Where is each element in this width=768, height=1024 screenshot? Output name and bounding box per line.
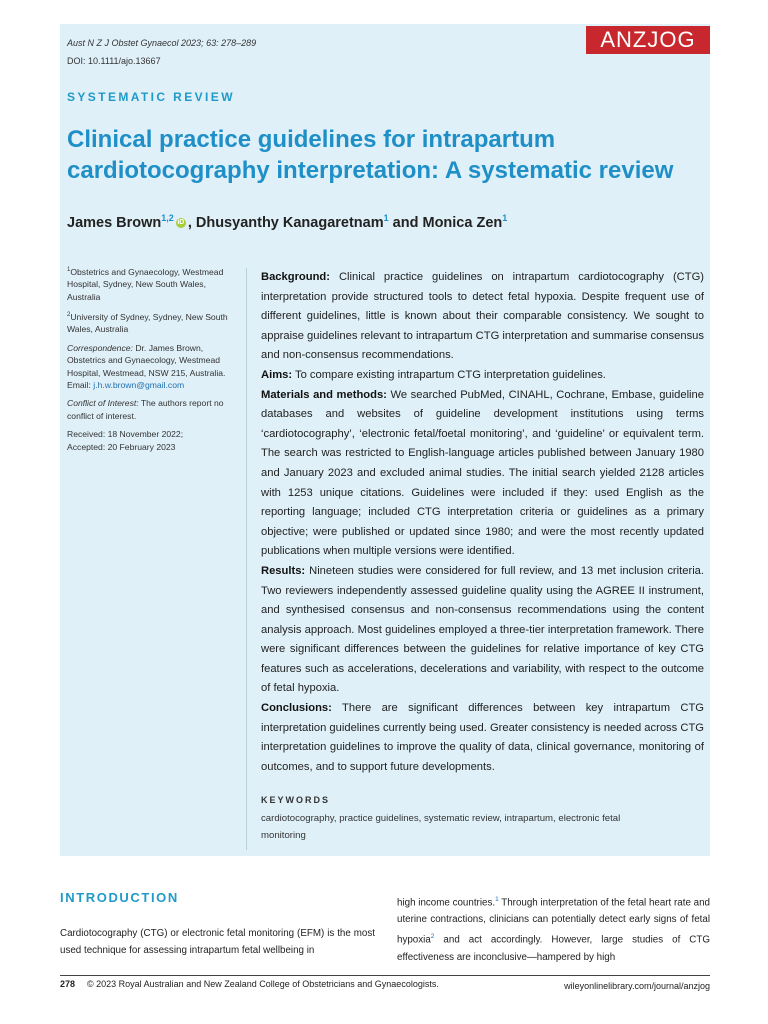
introduction-right-column: high income countries.$^1$ Through interpretation of the fetal heart rate and uterine contractions, clinicians can potentially detect early signs of fetal hypoxia$^2$ and act accordingly. However, large studies of CTG effectiveness are inconclusive—hampered by high — [397, 896, 710, 963]
citation-link[interactable]: 1 — [495, 896, 499, 903]
author-affiliation-mark: 1 — [502, 213, 508, 223]
doi: DOI: 10.1111/ajo.13667 — [67, 56, 161, 66]
abstract-conclusions: Conclusions: There are significant differences between key intrapartum CTG interpretation guidelines currently being used. Greater consistency is needed across CTG interpretation guidelines to improve the quality of data, clinical governance, monitoring of outcomes, and to support future developments. — [261, 702, 705, 773]
author-affiliation-mark: 1 — [383, 213, 389, 223]
keywords-heading: KEYWORDS — [261, 795, 331, 805]
copyright: © 2023 Royal Australian and New Zealand College of Obstetricians and Gynaecologists. — [87, 979, 439, 989]
author-list: James Brown$^{1,2}$ iD , Dhusyanthy Kanagaretnam$^1$ and Monica Zen$^1$ — [67, 213, 508, 231]
author-name: James Brown — [67, 214, 162, 231]
page-number: 278 — [60, 979, 76, 989]
journal-citation: Aust N Z J Obstet Gynaecol 2023; 63: 278–289 — [67, 38, 257, 48]
section-tag: SYSTEMATIC REVIEW — [67, 90, 235, 104]
introduction-heading: INTRODUCTION — [60, 890, 179, 905]
keywords-text: cardiotocography, practice guidelines, systematic review, intrapartum, electronic fetal monitoring — [261, 813, 621, 841]
author-name: Monica Zen — [422, 214, 503, 231]
orcid-icon[interactable]: iD — [177, 219, 185, 226]
introduction-left-column: Cardiotocography (CTG) or electronic fetal monitoring (EFM) is the most used technique for assessing intrapartum fetal wellbeing in — [60, 928, 375, 956]
conflict-of-interest: Conflict of Interest: The authors report no conflict of interest. — [67, 398, 224, 421]
correspondence: Correspondence: Dr. James Brown, Obstetrics and Gynaecology, Westmead Hospital, Westmead, NSW 215, Australia. Email: j.h.w.brown@gmail.com — [67, 342, 226, 390]
citation-link[interactable]: 2 — [430, 933, 435, 941]
email-link[interactable]: j.h.w.brown@gmail.com — [93, 379, 185, 390]
footer-rule — [60, 975, 710, 976]
abstract-results: Results: Nineteen studies were considered for full review, and 13 met inclusion criteria. Two reviewers independently assessed guideline quality using the AGREE II instrument, and synthesised consensus and non-consensus recommendations using the content analysis approach. Most guidelines employed a three-tier interpretation framework. There were significant differences between the guidelines for relative importance of key CTG features such as accelerations, decelerations and variability, with respect to the outcome of fetal hypoxia. — [261, 564, 705, 695]
author-name: Dhusyanthy Kanagaretnam — [195, 214, 384, 231]
affiliation-2: $^2$University of Sydney, Sydney, New South Wales, Australia — [67, 311, 228, 335]
dates: Received: 18 November 2022; Accepted: 20 February 2023 — [67, 429, 184, 452]
journal-url[interactable]: wileyonlinelibrary.com/journal/anzjog — [564, 981, 710, 991]
column-divider — [246, 268, 247, 850]
abstract-aims: Aims: To compare existing intrapartum CTG interpretation guidelines. — [261, 368, 606, 381]
affiliation-1: $^1$Obstetrics and Gynaecology, Westmead Hospital, Sydney, New South Wales, Australia — [67, 266, 224, 302]
abstract — [261, 268, 704, 777]
article-title: Clinical practice guidelines for intrapartum cardiotocography interpretation: A systematic review — [67, 126, 674, 184]
author-affiliation-mark: 1,2 — [161, 213, 174, 223]
journal-logo: ANZJOG — [586, 26, 710, 54]
abstract-methods: Materials and methods: We searched PubMed, CINAHL, Cochrane, Embase, guideline databases and websites of guideline development institutions using terms ‘cardiotocography’, ‘electronic fetal/foetal monitoring’, and ‘guideline’ or equivalent term. The search was restricted to English-language articles published between January 1980 and January 2023 and excluded animal studies. The initial search yielded 2128 articles with 1253 unique citations. Guidelines were included if they: used English as the reporting language; included CTG interpretation criteria or guidelines as a primary objective; were published or updated since 1980; and were the most recently updated publications when multiple versions were identified. — [261, 388, 704, 558]
article-info-sidebar — [67, 264, 232, 459]
abstract-background: Background: Clinical practice guidelines on intrapartum cardiotocography (CTG) interpretation provide structured tools to detect fetal hypoxia. Despite frequent use of different guidelines, little is known about their comparable consistency. We sought to appraise guidelines relevant to intrapartum CTG interpretation and summarise consensus and non-consensus recommendations. — [261, 271, 705, 362]
